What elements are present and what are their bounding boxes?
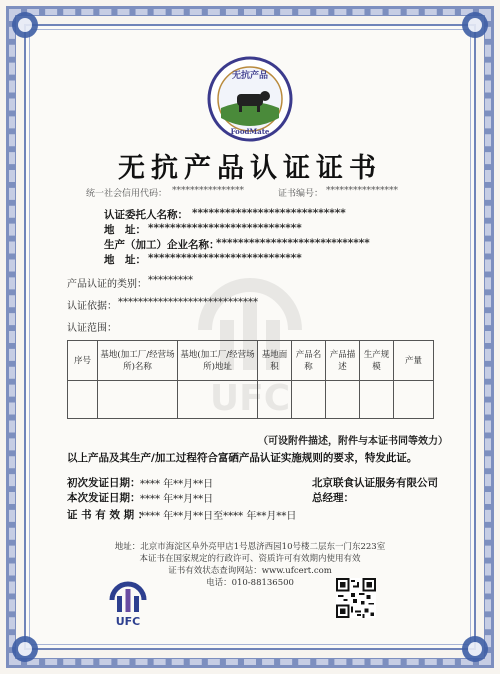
table-cell — [394, 381, 434, 419]
client-name-value: **************************** — [192, 207, 346, 219]
footer-validity-note: 本证书在国家规定的行政许可、资质许可有效期内使用有效 — [139, 554, 361, 564]
category-label: 产品认证的类别： — [67, 279, 147, 290]
ufc-logo — [106, 576, 150, 628]
first-issue-value: **** 年**月**日 — [140, 479, 214, 490]
corner-ornament — [12, 636, 38, 662]
client-name-label: 认证委托人名称： — [104, 209, 188, 221]
table-cell — [98, 381, 178, 419]
footer-website: 证书有效状态查询网站：www.ufcert.com — [168, 566, 332, 576]
header-cell-product-name: 产品名称 — [292, 341, 326, 381]
header-cell-output: 产量 — [394, 341, 434, 381]
table-cell — [292, 381, 326, 419]
corner-ornament — [462, 636, 488, 662]
table-cell — [178, 381, 258, 419]
current-issue-label: 本次发证日期： — [67, 492, 141, 504]
qr-code — [336, 578, 376, 618]
client-address-value: **************************** — [148, 222, 302, 234]
footer-phone: 电话：010-88136500 — [206, 578, 294, 588]
table-cell — [360, 381, 394, 419]
watermark-text: UFC — [209, 378, 291, 419]
client-address-label: 地 址： — [104, 224, 146, 236]
header-cell-product-desc: 产品描述 — [326, 341, 360, 381]
producer-address-value: **************************** — [148, 252, 302, 264]
header-cell-scale: 生产规模 — [360, 341, 394, 381]
conformity-statement: 以上产品及其生产/加工过程符合富硒产品认证实施规则的要求，特发此证。 — [67, 452, 418, 464]
issuer-company: 北京联食认证服务有限公司 — [312, 477, 438, 489]
table-row — [68, 381, 434, 419]
table-cell — [258, 381, 292, 419]
header-cell-base-name: 基地(加工厂/经营场所)名称 — [98, 341, 178, 381]
scope-table — [67, 340, 434, 419]
scope-label: 认证范围： — [67, 323, 117, 334]
validity-value: **** 年**月**日至**** 年**月**日 — [140, 511, 297, 522]
validity-label: 证 书 有 效 期 ： — [67, 509, 149, 521]
manager-label: 总经理： — [312, 492, 354, 504]
ufc-logo-text: UFC — [115, 615, 141, 628]
basis-label: 认证依据： — [67, 301, 117, 312]
first-issue-label: 初次发证日期： — [67, 477, 141, 489]
producer-address-label: 地 址： — [104, 254, 146, 266]
cert-no-label: 证书编号： — [278, 189, 324, 199]
basis-value: **************************** — [118, 297, 258, 308]
corner-ornament — [462, 12, 488, 38]
current-issue-value: **** 年**月**日 — [140, 494, 214, 505]
table-cell — [326, 381, 360, 419]
scope-table-header-row — [68, 341, 434, 381]
attachment-note: （可设附件描述，附件与本证书同等效力） — [258, 436, 448, 447]
credit-code-label: 统一社会信用代码： — [86, 189, 168, 199]
producer-name-value: **************************** — [216, 237, 370, 249]
table-cell — [68, 381, 98, 419]
category-value: ********* — [148, 275, 193, 286]
footer-address: 地址：北京市海淀区阜外亮甲店1号恩济西园10号楼二层东一门东223室 — [114, 542, 386, 552]
header-cell-base-address: 基地(加工厂/经营场所)地址 — [178, 341, 258, 381]
foodmate-logo — [207, 56, 293, 142]
producer-name-label: 生产（加工）企业名称： — [104, 239, 220, 251]
certificate-title: 无抗产品认证证书 — [118, 153, 382, 184]
logo-bottom-text: FoodMate — [230, 127, 270, 136]
logo-top-text: 无抗产品 — [231, 71, 269, 81]
header-cell-index: 序号 — [68, 341, 98, 381]
header-cell-base-area: 基地面积 — [258, 341, 292, 381]
credit-code-value: **************** — [172, 186, 244, 196]
corner-ornament — [12, 12, 38, 38]
cert-no-value: **************** — [326, 186, 398, 196]
